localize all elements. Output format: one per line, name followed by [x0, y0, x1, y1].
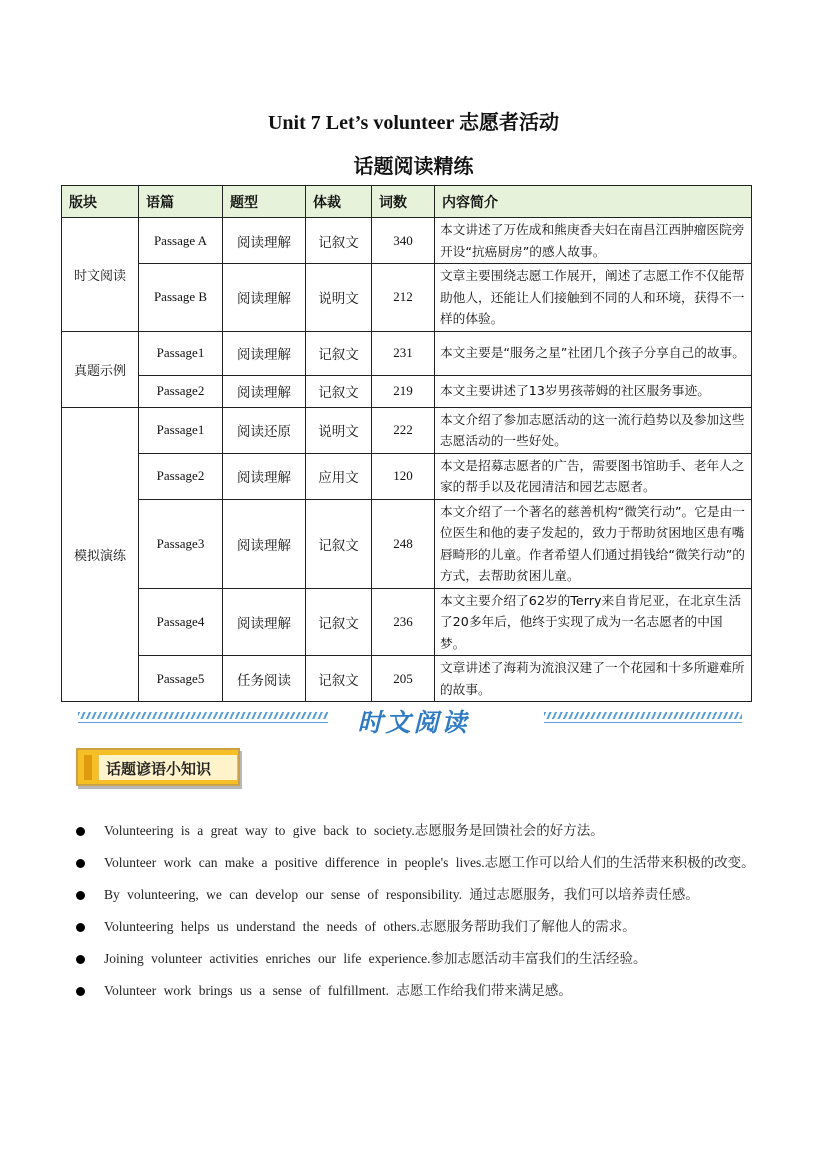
words-cell: 236 [372, 588, 435, 656]
proverb-text: Volunteer work brings us a sense of fulfillment. 志愿工作给我们带来满足感。 [104, 983, 572, 998]
list-item [72, 884, 762, 906]
type-cell: 阅读理解 [223, 218, 306, 264]
list-item [72, 852, 762, 874]
genre-cell: 记叙文 [306, 499, 372, 588]
header-section: 版块 [62, 186, 139, 218]
bullet-icon [76, 955, 85, 964]
proverbs-tag [76, 748, 240, 786]
type-cell: 阅读理解 [223, 264, 306, 332]
header-word-count: 词数 [372, 186, 435, 218]
summary-cell: 本文介绍了一个著名的慈善机构“微笑行动”。它是由一位医生和他的妻子发起的，致力于帮助贫困地区患有嘴唇畸形的儿童。作者希望人们通过捐钱给“微笑行动”的方式，去帮助贫困儿童。 [435, 499, 752, 588]
reading-overview-table [61, 185, 752, 702]
bullet-icon [76, 891, 85, 900]
genre-cell: 应用文 [306, 453, 372, 499]
header-genre: 体裁 [306, 186, 372, 218]
passage-cell: Passage2 [139, 453, 223, 499]
genre-cell: 记叙文 [306, 331, 372, 375]
passage-cell: Passage A [139, 218, 223, 264]
table-row [62, 656, 752, 702]
tag-label: 话题谚语小知识 [106, 760, 212, 778]
bullet-icon [76, 923, 85, 932]
table-row [62, 331, 752, 375]
table-row [62, 453, 752, 499]
proverb-list [72, 820, 762, 1012]
header-passage: 语篇 [139, 186, 223, 218]
document-title: Unit 7 Let’s volunteer 志愿者活动 [267, 112, 560, 134]
table-header-row [62, 186, 752, 218]
proverb-text: Volunteer work can make a positive difference in people's lives.志愿工作可以给人们的生活带来积极的改变。 [104, 855, 755, 870]
genre-cell: 记叙文 [306, 656, 372, 702]
words-cell: 340 [372, 218, 435, 264]
passage-cell: Passage B [139, 264, 223, 332]
type-cell: 阅读还原 [223, 407, 306, 453]
bullet-icon [76, 987, 85, 996]
passage-cell: Passage1 [139, 407, 223, 453]
summary-cell: 本文是招募志愿者的广告，需要图书馆助手、老年人之家的帮手以及花园清洁和园艺志愿者。 [435, 453, 752, 499]
words-cell: 120 [372, 453, 435, 499]
table-row [62, 407, 752, 453]
words-cell: 212 [372, 264, 435, 332]
summary-cell: 本文主要讲述了13岁男孩蒂姆的社区服务事迹。 [435, 375, 752, 407]
words-cell: 231 [372, 331, 435, 375]
proverb-text: Volunteering is a great way to give back to society.志愿服务是回馈社会的好方法。 [104, 823, 604, 838]
banner-stripe-right [544, 712, 742, 719]
header-question-type: 题型 [223, 186, 306, 218]
summary-cell: 本文讲述了万佐成和熊庚香夫妇在南昌江西肿瘤医院旁开设“抗癌厨房”的感人故事。 [435, 218, 752, 264]
tag-marker-icon [84, 755, 92, 780]
header-summary: 内容简介 [435, 186, 752, 218]
type-cell: 任务阅读 [223, 656, 306, 702]
section-name: 模拟演练 [62, 407, 139, 702]
summary-cell: 文章主要围绕志愿工作展开，阐述了志愿工作不仅能帮助他人，还能让人们接触到不同的人和环境，获得不一样的体验。 [435, 264, 752, 332]
genre-cell: 记叙文 [306, 375, 372, 407]
table-row [62, 588, 752, 656]
section-banner [0, 703, 827, 739]
summary-cell: 本文主要介绍了62岁的Terry来自肯尼亚，在北京生活了20多年后，他终于实现了成为一名志愿者的中国梦。 [435, 588, 752, 656]
type-cell: 阅读理解 [223, 375, 306, 407]
passage-cell: Passage3 [139, 499, 223, 588]
words-cell: 222 [372, 407, 435, 453]
summary-cell: 本文主要是“服务之星”社团几个孩子分享自己的故事。 [435, 331, 752, 375]
words-cell: 248 [372, 499, 435, 588]
list-item [72, 980, 762, 1002]
words-cell: 205 [372, 656, 435, 702]
passage-cell: Passage1 [139, 331, 223, 375]
genre-cell: 记叙文 [306, 588, 372, 656]
genre-cell: 记叙文 [306, 218, 372, 264]
document-subtitle: 话题阅读精练 [353, 154, 474, 178]
proverb-text: By volunteering, we can develop our sense of responsibility. 通过志愿服务，我们可以培养责任感。 [104, 887, 699, 902]
summary-cell: 文章讲述了海莉为流浪汉建了一个花园和十多所避难所的故事。 [435, 656, 752, 702]
list-item [72, 948, 762, 970]
section-name: 真题示例 [62, 331, 139, 407]
banner-line-right [544, 722, 742, 723]
bullet-icon [76, 859, 85, 868]
passage-cell: Passage5 [139, 656, 223, 702]
table-row [62, 218, 752, 264]
table-row [62, 499, 752, 588]
passage-cell: Passage4 [139, 588, 223, 656]
list-item [72, 916, 762, 938]
banner-title: 时文阅读 [357, 708, 470, 737]
passage-cell: Passage2 [139, 375, 223, 407]
proverb-text: Joining volunteer activities enriches our life experience.参加志愿活动丰富我们的生活经验。 [104, 951, 647, 966]
type-cell: 阅读理解 [223, 331, 306, 375]
words-cell: 219 [372, 375, 435, 407]
genre-cell: 说明文 [306, 264, 372, 332]
table-row [62, 264, 752, 332]
section-name: 时文阅读 [62, 218, 139, 332]
genre-cell: 说明文 [306, 407, 372, 453]
summary-cell: 本文介绍了参加志愿活动的这一流行趋势以及参加这些志愿活动的一些好处。 [435, 407, 752, 453]
proverb-text: Volunteering helps us understand the needs of others.志愿服务帮助我们了解他人的需求。 [104, 919, 636, 934]
bullet-icon [76, 827, 85, 836]
type-cell: 阅读理解 [223, 453, 306, 499]
type-cell: 阅读理解 [223, 588, 306, 656]
list-item [72, 820, 762, 842]
table-row [62, 375, 752, 407]
type-cell: 阅读理解 [223, 499, 306, 588]
